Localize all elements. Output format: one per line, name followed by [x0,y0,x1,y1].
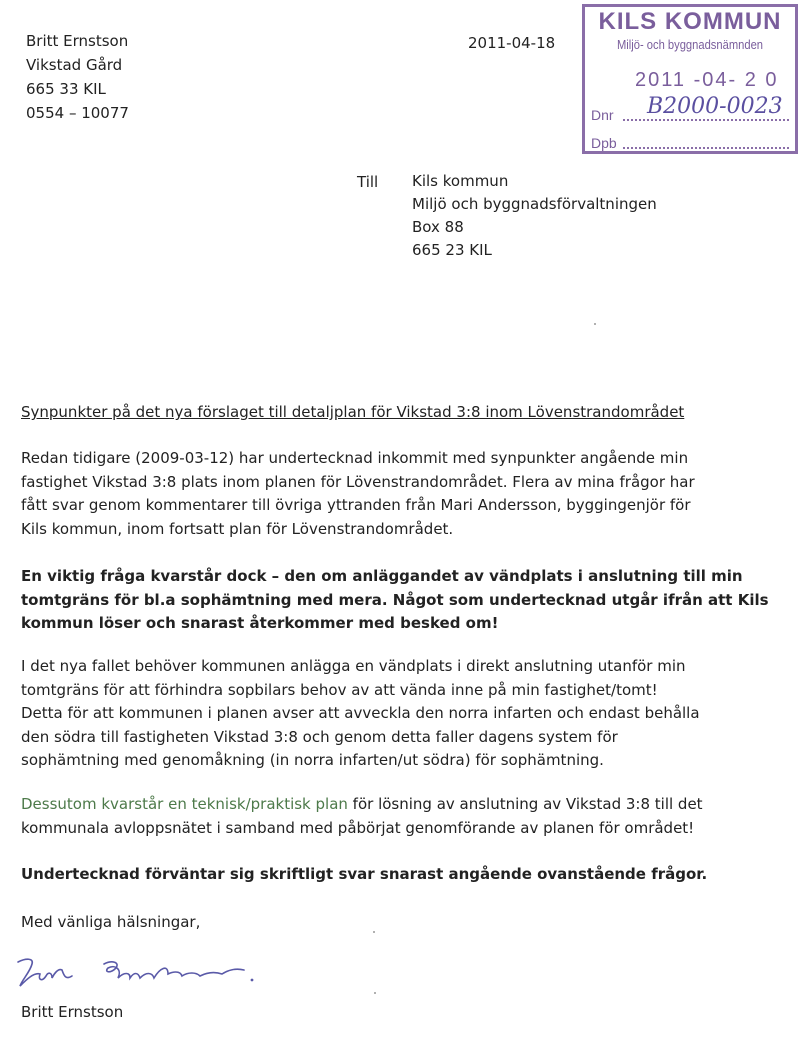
paragraph-line: Undertecknad förväntar sig skriftligt svar snarast angående ovanstående frågor. [21,865,708,883]
handwritten-signature [12,950,262,995]
paragraph-line: fått svar genom kommentarer till övriga yttranden från Mari Andersson, byggingenjör för [21,496,691,514]
paragraph-4 [21,793,791,840]
paragraph-line: fastighet Vikstad 3:8 plats inom planen för Lövenstrandområdet. Flera av mina frågor har [21,472,695,491]
paragraph-line: En viktig fråga kvarstår dock – den om anläggandet av vändplats i anslutning till min [21,567,743,585]
recipient-label: Till [357,173,379,191]
stamp-dnr-label: Dnr [591,107,614,123]
stamp-dpb-row [591,135,789,151]
paragraph-line: kommunala avloppsnätet i samband med påbörjat genomförande av planen för området! [21,818,695,837]
paragraph-line: den södra till fastigheten Vikstad 3:8 och genom detta faller dagens system för [21,727,618,746]
scan-speck [373,931,375,933]
scan-speck [374,992,376,994]
recipient-line: Kils kommun [412,172,509,190]
stamp-dpb-label: Dpb [591,135,617,151]
sender-address-line-2: 665 33 KIL [26,80,106,98]
stamp-dnr-handwritten: B2000-0023 [647,94,783,119]
stamp-received-date: 2011 -04- 2 0 [635,69,779,91]
paragraph-5 [21,863,791,887]
recipient-line: Miljö och byggnadsförvaltningen [412,195,657,213]
paragraph-line: Detta för att kommunen i planen avser att avveckla den norra infarten och endast behålla [21,704,700,722]
paragraph-line [21,793,791,817]
stamp-dpb-dotted-line [623,147,789,149]
sender-address-line-1: Vikstad Gård [26,56,123,74]
paragraph-2 [21,565,791,636]
recipient-line: 665 23 KIL [412,241,492,259]
sender-name: Britt Ernstson [26,32,129,50]
paragraph-4-rest-text: för lösning av anslutning av Vikstad 3:8 till det [347,795,703,813]
sender-block [26,29,129,125]
paragraph-line: tomtgräns för bl.a sophämtning med mera. Något som undertecknad utgår ifrån att Kils [21,590,769,609]
scan-speck [594,323,596,325]
paragraph-line: kommun löser och snarast återkommer med besked om! [21,614,499,632]
paragraph-line: sophämtning med genomåkning (in norra infarten/ut södra) för sophämtning. [21,751,604,769]
letter-date: 2011-04-18 [468,34,556,52]
paragraph-3 [21,655,791,773]
paragraph-line: Kils kommun, inom fortsatt plan för Lövenstrandområdet. [21,519,454,538]
closing-phrase: Med vänliga hälsningar, [21,913,201,931]
recipient-line: Box 88 [412,218,464,236]
paragraph-line: Redan tidigare (2009-03-12) har undertecknad inkommit med synpunkter angående min [21,449,689,467]
stamp-dnr-dotted-line [623,119,789,121]
received-stamp [582,4,798,154]
stamp-dnr-row [591,107,789,123]
stamp-subtitle: Miljö- och byggnadsnämnden [616,37,764,52]
recipient-block [412,170,657,262]
paragraph-1 [21,447,791,541]
stamp-title: KILS KOMMUN [598,8,782,35]
paragraph-4-green-text: Dessutom kvarstår en teknisk/praktisk plan [21,795,348,813]
paragraph-line: tomtgräns för att förhindra sopbilars behov av att vända inne på min fastighet/tomt! [21,680,658,699]
signer-name: Britt Ernstson [21,1003,124,1021]
letter-subject: Synpunkter på det nya förslaget till detaljplan för Vikstad 3:8 inom Lövenstrandområdet [21,403,685,421]
sender-phone: 0554 – 10077 [26,104,129,122]
paragraph-line: I det nya fallet behöver kommunen anlägga en vändplats i direkt anslutning utanför min [21,657,686,675]
